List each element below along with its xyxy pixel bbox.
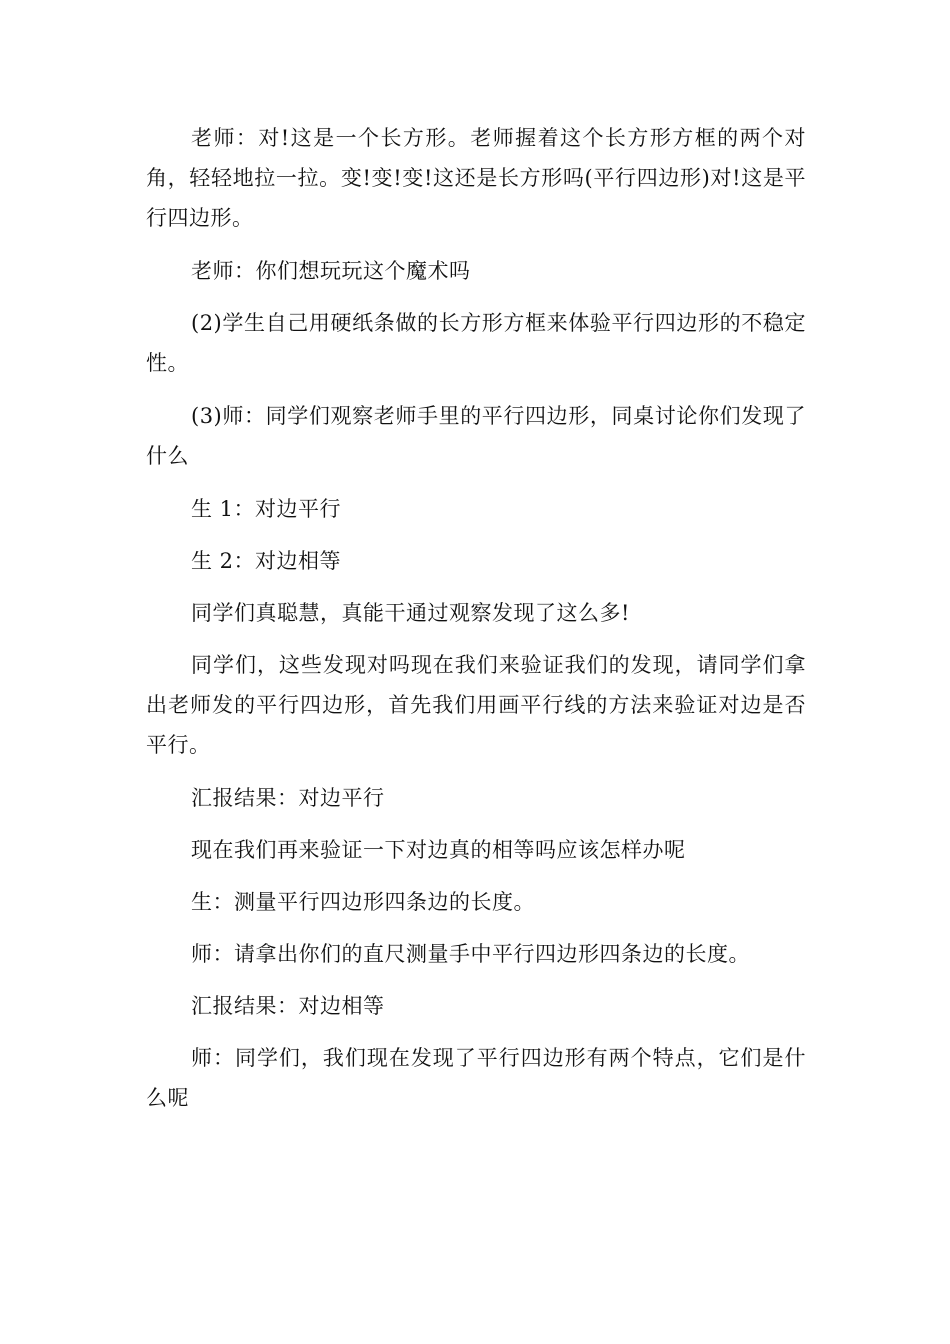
paragraph-report-equal: 汇报结果：对边相等 xyxy=(191,994,385,1018)
paragraph-student-experience: (2)学生自己用硬纸条做的长方形方框来体验平行四边形的不稳定性。 xyxy=(146,311,806,375)
paragraph-teacher-ruler: 师：请拿出你们的直尺测量手中平行四边形四条边的长度。 xyxy=(191,942,750,966)
paragraph-praise: 同学们真聪慧，真能干通过观察发现了这么多! xyxy=(191,601,630,625)
paragraph-teacher-observe: (3)师：同学们观察老师手里的平行四边形，同桌讨论你们发现了什么 xyxy=(146,404,806,468)
paragraph-student-2: 生 2：对边相等 xyxy=(191,549,342,573)
paragraph-verify-parallel: 同学们，这些发现对吗现在我们来验证我们的发现，请同学们拿出老师发的平行四边形，首先我们用画平行线的方法来验证对边是否平行。 xyxy=(146,653,806,757)
paragraph-student-measure: 生：测量平行四边形四条边的长度。 xyxy=(191,890,535,914)
paragraph-teacher-magic: 老师：你们想玩玩这个魔术吗 xyxy=(191,259,471,283)
paragraph-student-1: 生 1：对边平行 xyxy=(191,497,342,521)
paragraph-report-parallel: 汇报结果：对边平行 xyxy=(191,786,385,810)
paragraph-teacher-rectangle: 老师：对!这是一个长方形。老师握着这个长方形方框的两个对角，轻轻地拉一拉。变!变!变!这还是长方形吗(平行四边形)对!这是平行四边形。 xyxy=(146,126,806,230)
document-body xyxy=(146,118,806,1131)
paragraph-verify-equal: 现在我们再来验证一下对边真的相等吗应该怎样办呢 xyxy=(191,838,686,862)
paragraph-teacher-question: 师：同学们，我们现在发现了平行四边形有两个特点，它们是什么呢 xyxy=(146,1046,806,1110)
